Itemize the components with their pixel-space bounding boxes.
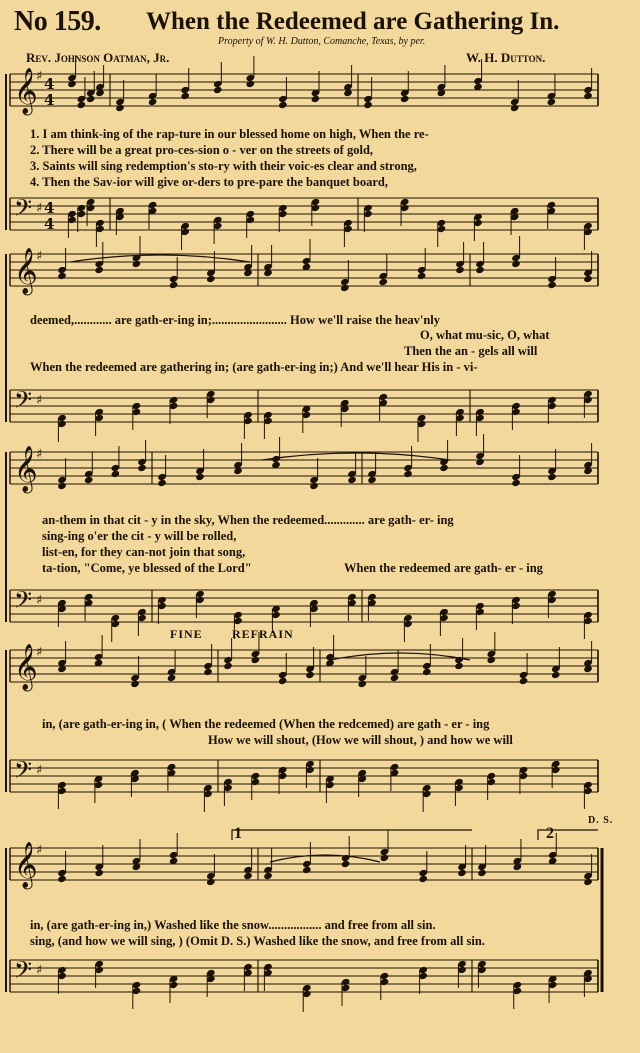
sharp-key-signature: ♯ bbox=[36, 447, 43, 462]
note-head bbox=[403, 470, 413, 478]
copyright-notice: Property of W. H. Dutton, Comanche, Texas, by per. bbox=[218, 36, 426, 47]
verse-line-2: 2. There will be a great pro-ces-sion o - ver on the streets of gold, bbox=[30, 143, 374, 157]
lyric-line: When the redeemed are gath- er - ing bbox=[344, 561, 543, 575]
treble-clef-icon: 𝄞 bbox=[14, 446, 38, 492]
note-head bbox=[583, 92, 593, 100]
note-head bbox=[340, 284, 350, 292]
note-head bbox=[367, 476, 377, 484]
note-head bbox=[137, 464, 147, 472]
lyric-line: sing-ing o'er the cit - y will be rolled, bbox=[42, 529, 237, 543]
slur-arc bbox=[330, 653, 470, 660]
bass-clef-icon: 𝄢 bbox=[14, 956, 33, 989]
fine-mark: FINE bbox=[170, 627, 203, 641]
lyric-line: How we will shout, (How we will shout, ) and how we will bbox=[208, 733, 513, 747]
note-head bbox=[380, 854, 390, 862]
hymn-title: When the Redeemed are Gathering In. bbox=[146, 8, 560, 35]
lyric-line: sing, (and how we will sing, ) (Omit D. S.) Washed like the snow, and free from all sin. bbox=[30, 934, 485, 948]
note-head bbox=[511, 479, 521, 487]
note-head bbox=[547, 473, 557, 481]
note-head bbox=[246, 80, 256, 88]
note-head bbox=[278, 101, 288, 109]
lyric-line: list-en, for they can-not join that song, bbox=[42, 545, 246, 559]
note-head bbox=[169, 281, 179, 289]
sharp-key-signature: ♯ bbox=[36, 763, 43, 778]
note-head bbox=[486, 656, 496, 664]
note-head bbox=[519, 677, 529, 685]
bass-clef-icon: 𝄢 bbox=[14, 586, 33, 619]
note-head bbox=[94, 869, 104, 877]
lyric-line: an-them in that cit - y in the sky, When the redeemed............. are gath- er- ing bbox=[42, 513, 454, 527]
note-head bbox=[511, 260, 521, 268]
note-head bbox=[206, 878, 216, 886]
sharp-key-signature: ♯ bbox=[36, 843, 43, 858]
note-head bbox=[422, 668, 432, 676]
note-head bbox=[551, 671, 561, 679]
composer-credit: W. H. Dutton. bbox=[466, 50, 546, 65]
note-head bbox=[475, 458, 485, 466]
note-head bbox=[475, 266, 485, 274]
treble-clef-icon: 𝄞 bbox=[14, 68, 38, 114]
note-head bbox=[302, 866, 312, 874]
note-head bbox=[455, 266, 465, 274]
note-head bbox=[203, 668, 213, 676]
note-head bbox=[111, 470, 121, 478]
first-ending-bracket bbox=[232, 830, 472, 840]
time-signature-top: 4 bbox=[44, 199, 55, 217]
second-ending-mark: 2 bbox=[546, 825, 555, 842]
note-head bbox=[378, 278, 388, 286]
sharp-key-signature: ♯ bbox=[36, 201, 43, 216]
note-head bbox=[341, 860, 351, 868]
time-signature-top: 4 bbox=[44, 75, 55, 93]
note-head bbox=[305, 671, 315, 679]
lyric-line: O, what mu-sic, O, what bbox=[420, 328, 550, 342]
note-head bbox=[439, 464, 449, 472]
note-head bbox=[57, 482, 67, 490]
note-head bbox=[583, 275, 593, 283]
note-head bbox=[454, 662, 464, 670]
refrain-mark: REFRAIN bbox=[232, 627, 294, 641]
note-head bbox=[263, 872, 273, 880]
slur-arc bbox=[70, 255, 250, 262]
note-head bbox=[311, 95, 321, 103]
note-head bbox=[251, 656, 261, 664]
note-head bbox=[77, 101, 87, 109]
note-head bbox=[213, 86, 223, 94]
verse-line-3: 3. Saints will sing redemption's sto-ry with their voic-es clear and strong, bbox=[30, 159, 417, 173]
lyric-line: in, (are gath-er-ing in, ( When the redeemed (When the redcemed) are gath - er - ing bbox=[42, 717, 490, 731]
note-head bbox=[130, 680, 140, 688]
note-head bbox=[457, 869, 467, 877]
treble-clef-icon: 𝄞 bbox=[14, 644, 38, 690]
lyric-line: When the redeemed are gathering in; (are gath-er-ing in;) And we'll hear His in - vi- bbox=[30, 360, 478, 374]
note-head bbox=[418, 875, 428, 883]
note-head bbox=[400, 95, 410, 103]
note-head bbox=[167, 674, 177, 682]
sharp-key-signature: ♯ bbox=[36, 69, 43, 84]
treble-clef-icon: 𝄞 bbox=[14, 842, 38, 888]
sharp-key-signature: ♯ bbox=[36, 593, 43, 608]
author-credit: Rev. Johnson Oatman, Jr. bbox=[26, 50, 170, 65]
note-head bbox=[57, 272, 67, 280]
time-signature-bottom: 4 bbox=[44, 215, 55, 233]
note-head bbox=[243, 872, 253, 880]
note-head bbox=[278, 677, 288, 685]
bass-clef-icon: 𝄢 bbox=[14, 756, 33, 789]
note-head bbox=[510, 104, 520, 112]
note-head bbox=[206, 275, 216, 283]
note-head bbox=[115, 104, 125, 112]
note-head bbox=[86, 95, 96, 103]
note-head bbox=[148, 98, 158, 106]
note-head bbox=[132, 260, 142, 268]
note-head bbox=[363, 101, 373, 109]
note-head bbox=[180, 92, 190, 100]
lyric-line: Then the an - gels all will bbox=[404, 344, 538, 358]
note-head bbox=[84, 476, 94, 484]
lyric-line: deemed,............ are gath-er-ing in;........................ How we'll raise the heav'nly bbox=[30, 313, 441, 327]
note-head bbox=[357, 680, 367, 688]
bass-clef-icon: 𝄢 bbox=[14, 386, 33, 419]
note-head bbox=[223, 662, 233, 670]
verse-line-4: 4. Then the Sav-ior will give or-ders to pre-pare the banquet board, bbox=[30, 175, 388, 189]
note-head bbox=[347, 476, 357, 484]
note-head bbox=[547, 98, 557, 106]
note-head bbox=[477, 869, 487, 877]
note-head bbox=[67, 80, 77, 88]
note-head bbox=[157, 479, 167, 487]
treble-clef-icon: 𝄞 bbox=[14, 248, 38, 294]
time-signature-bottom: 4 bbox=[44, 91, 55, 109]
hymn-number: No 159. bbox=[14, 6, 101, 37]
note-head bbox=[94, 266, 104, 274]
ds-mark: D. S. bbox=[588, 815, 614, 826]
note-head bbox=[417, 272, 427, 280]
sharp-key-signature: ♯ bbox=[36, 963, 43, 978]
sharp-key-signature: ♯ bbox=[36, 645, 43, 660]
note-head bbox=[57, 875, 67, 883]
lyric-line: in, (are gath-er-ing in,) Washed like the snow................. and free from all sin. bbox=[30, 918, 436, 932]
note-head bbox=[547, 281, 557, 289]
note-head bbox=[583, 878, 593, 886]
note-head bbox=[390, 674, 400, 682]
sharp-key-signature: ♯ bbox=[36, 249, 43, 264]
note-head bbox=[195, 473, 205, 481]
sharp-key-signature: ♯ bbox=[36, 393, 43, 408]
verse-line-1: 1. I am think-ing of the rap-ture in our blessed home on high, When the re- bbox=[30, 127, 429, 141]
lyric-line: ta-tion, "Come, ye blessed of the Lord" bbox=[42, 561, 252, 575]
bass-clef-icon: 𝄢 bbox=[14, 194, 33, 227]
note-head bbox=[309, 482, 319, 490]
first-ending-mark: 1 bbox=[234, 825, 243, 842]
